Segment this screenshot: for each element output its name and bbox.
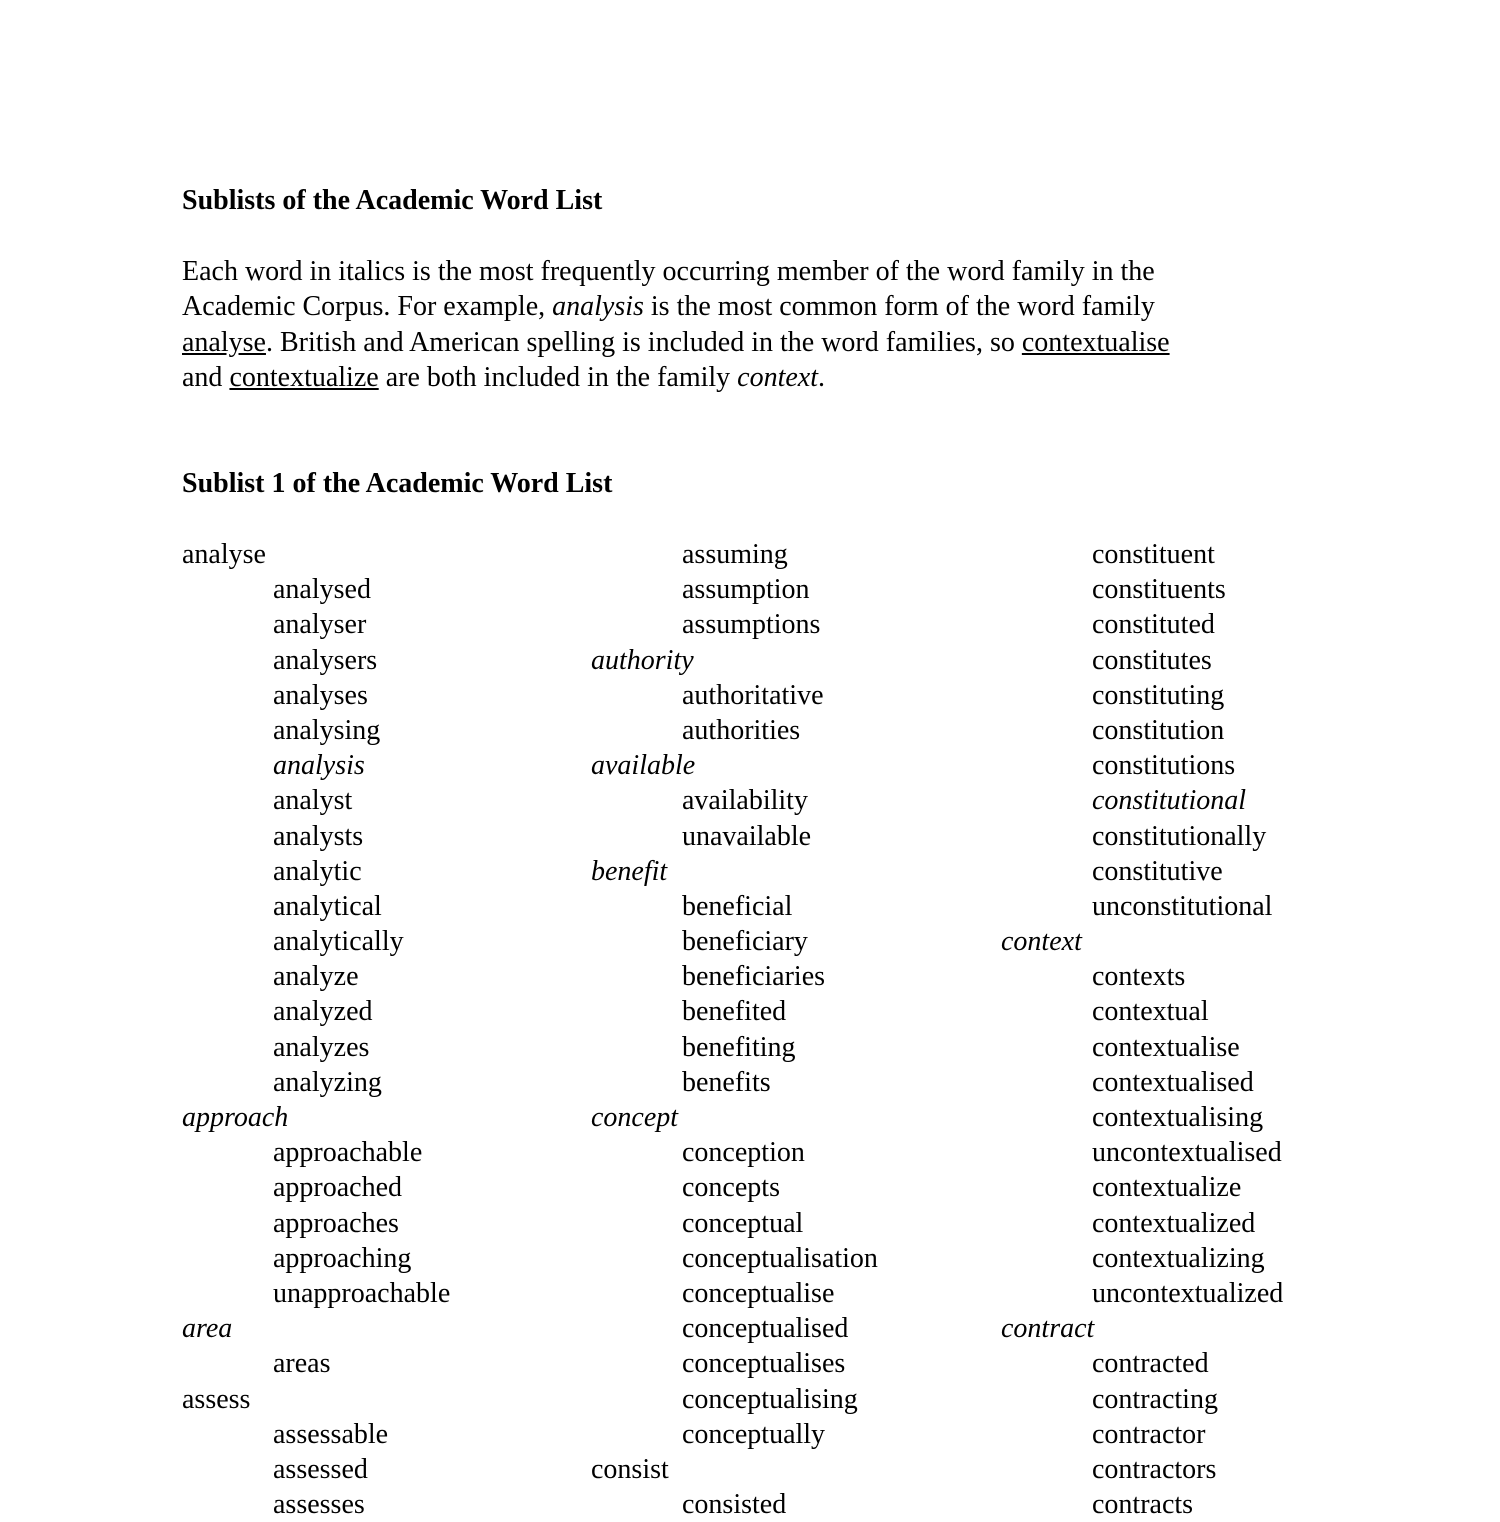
intro-underlined-word: contextualize (229, 361, 379, 393)
word-family-member: analysed (273, 574, 371, 606)
intro-text: are both included in the family (378, 361, 738, 393)
intro-underlined-word: analyse (182, 326, 266, 358)
word-family-member: analyser (273, 609, 367, 641)
word-column-2 (591, 537, 878, 1522)
word-family-member: constituent (1092, 539, 1215, 570)
word-family-member: contractors (1092, 1453, 1217, 1485)
word-family-member: consisted (682, 1489, 787, 1521)
word-family-headword: context (1001, 926, 1082, 958)
word-family-member: areas (273, 1348, 331, 1380)
word-family-member: contextualized (1092, 1207, 1256, 1239)
word-family-member: contextualising (1092, 1102, 1264, 1133)
intro-text: Academic Corpus. For example, (182, 291, 553, 323)
word-family-member: analyzed (273, 996, 373, 1028)
word-family-member: beneficiary (682, 926, 808, 958)
word-family-member: constitutional (1092, 785, 1246, 817)
intro-text: . (818, 361, 825, 393)
intro-italic-word: context (737, 361, 818, 393)
word-family-headword: approach (182, 1102, 289, 1133)
word-family-member: conceptual (682, 1207, 804, 1239)
word-family-member: uncontextualised (1092, 1137, 1282, 1169)
word-family-member: analytically (273, 926, 404, 958)
intro-line-4 (182, 360, 1322, 395)
word-family-member: unavailable (682, 820, 812, 852)
word-family-member: analysts (273, 820, 364, 852)
word-family-member: approaches (273, 1207, 399, 1239)
word-family-member: analysing (273, 714, 381, 746)
word-family-member: unapproachable (273, 1277, 451, 1309)
word-family-member: conceptualising (682, 1383, 858, 1415)
word-family-headword: analyse (182, 539, 266, 570)
word-family-member: assessed (273, 1453, 368, 1485)
word-family-member: constitutive (1092, 855, 1223, 887)
word-family-member: contextualised (1092, 1066, 1254, 1098)
word-family-headword: authority (591, 644, 694, 676)
word-family-member: analyzes (273, 1031, 370, 1063)
word-family-headword: area (182, 1313, 233, 1345)
word-family-member: conceptualise (682, 1277, 835, 1309)
word-family-member: approachable (273, 1137, 423, 1169)
word-family-member: analyses (273, 679, 368, 711)
word-family-member: constitutions (1092, 750, 1236, 782)
word-family-member: constitutes (1092, 644, 1212, 676)
word-family-member: availability (682, 785, 808, 817)
word-family-member: analysis (273, 750, 365, 782)
word-family-member: analyst (273, 785, 353, 817)
word-family-member: constitution (1092, 714, 1225, 746)
word-family-member: contextualise (1092, 1031, 1240, 1063)
word-family-member: contextualizing (1092, 1242, 1265, 1274)
intro-text: Each word in italics is the most frequently occurring member of the word family in the (182, 256, 1155, 287)
word-family-member: uncontextualized (1092, 1277, 1284, 1309)
word-family-member: constituents (1092, 574, 1226, 606)
intro-text: . British and American spelling is included in the word families, so (265, 326, 1022, 358)
word-family-member: contracts (1092, 1489, 1194, 1521)
word-family-member: constituted (1092, 609, 1215, 641)
word-family-member: authorities (682, 714, 801, 746)
word-family-member: analyze (273, 961, 359, 993)
word-family-member: constitutionally (1092, 820, 1267, 852)
word-family-member: contextualize (1092, 1172, 1242, 1204)
word-family-member: unconstitutional (1092, 890, 1273, 922)
word-family-member: benefited (682, 996, 787, 1028)
sublist-title: Sublist 1 of the Academic Word List (182, 468, 613, 499)
word-family-member: assesses (273, 1489, 365, 1521)
word-family-member: constituting (1092, 679, 1225, 711)
word-family-member: conception (682, 1137, 805, 1169)
word-family-member: analysers (273, 644, 378, 676)
word-column-3 (1001, 537, 1283, 1522)
word-family-headword: assess (182, 1383, 251, 1415)
intro-line-3 (182, 325, 1322, 360)
intro-line-1 (182, 254, 1322, 289)
word-family-member: analytic (273, 855, 362, 887)
intro-paragraph (182, 254, 1322, 395)
word-family-member: conceptually (682, 1418, 826, 1450)
word-family-headword: contract (1001, 1313, 1095, 1345)
word-family-member: benefiting (682, 1031, 796, 1063)
word-family-headword: consist (591, 1453, 669, 1485)
word-family-member: contexts (1092, 961, 1186, 993)
word-family-member: contracted (1092, 1348, 1209, 1380)
word-family-member: analyzing (273, 1066, 382, 1098)
intro-text: and (182, 361, 230, 393)
word-family-member: contractor (1092, 1418, 1206, 1450)
word-family-member: assuming (682, 539, 788, 570)
word-family-member: assessable (273, 1418, 389, 1450)
intro-underlined-word: contextualise (1021, 326, 1170, 358)
word-family-member: assumption (682, 574, 810, 606)
word-family-member: benefits (682, 1066, 771, 1098)
word-column-1 (182, 537, 450, 1522)
word-family-member: approached (273, 1172, 403, 1204)
word-family-member: assumptions (682, 609, 821, 641)
word-family-member: beneficial (682, 890, 793, 922)
word-family-headword: benefit (591, 855, 668, 887)
word-family-member: conceptualises (682, 1348, 846, 1380)
word-family-member: analytical (273, 890, 382, 922)
word-family-member: approaching (273, 1242, 412, 1274)
word-family-headword: concept (591, 1102, 679, 1133)
word-family-member: authoritative (682, 679, 824, 711)
word-family-member: conceptualised (682, 1313, 849, 1345)
intro-italic-word: analysis (552, 291, 644, 323)
document-title: Sublists of the Academic Word List (182, 185, 603, 216)
word-family-member: concepts (682, 1172, 780, 1204)
word-family-member: beneficiaries (682, 961, 826, 993)
word-family-headword: available (591, 750, 696, 782)
intro-line-2 (182, 289, 1322, 324)
word-family-member: conceptualisation (682, 1242, 878, 1274)
word-family-member: contextual (1092, 996, 1209, 1028)
intro-text: is the most common form of the word family (643, 291, 1155, 323)
word-family-member: contracting (1092, 1383, 1218, 1415)
